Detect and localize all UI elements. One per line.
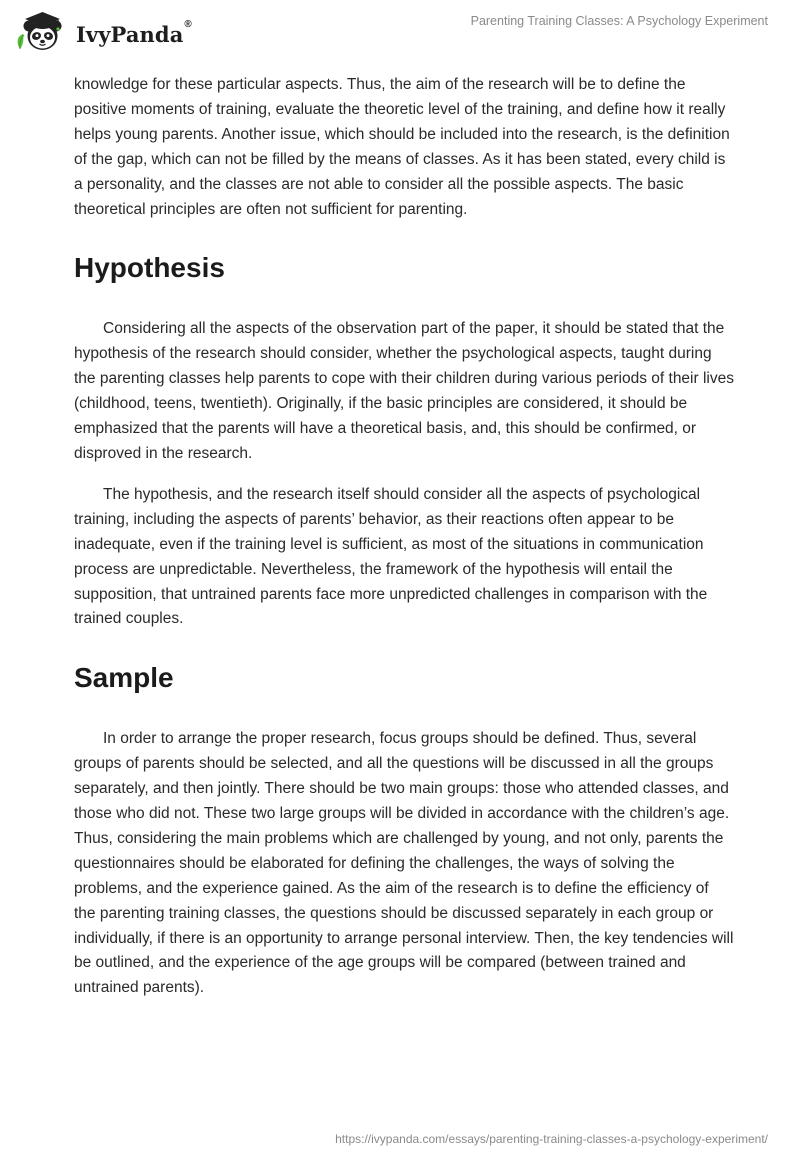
intro-paragraph: knowledge for these particular aspects. Thus, the aim of the research will be to define the positive moments of training, evaluate the theoretic level of the training, and define how it really helps young parents. Another issue, which should be included into the research, is the definition of the gap, which can not be filled by the means of classes. As it has been stated, every child is a personality, and the classes are not able to consider all the possible aspects. The basic theoretical principles are often not sufficient for parenting. (74, 76, 730, 218)
section-heading-sample: Sample (74, 662, 174, 694)
page-header (0, 0, 800, 64)
registered-mark: ® (184, 18, 192, 30)
hypothesis-paragraph-1: Considering all the aspects of the observation part of the paper, it should be stated that the hypothesis of the research should consider, whether the psychological aspects, taught during the parenting classes help parents to cope with their children during various periods of their lives (childhood, teens, twentieth). Originally, if the basic principles are considered, it should be emphasized that the parents will have a theoretical basis, and, this should be confirmed, or disproved in the research. (74, 320, 734, 462)
section-heading-hypothesis: Hypothesis (74, 252, 225, 284)
panda-graduation-cap-icon (14, 9, 72, 55)
essay-content (74, 73, 734, 1001)
ivypanda-logo[interactable] (14, 9, 192, 55)
document-title: Parenting Training Classes: A Psychology Experiment (470, 14, 768, 28)
hypothesis-paragraph-2: The hypothesis, and the research itself should consider all the aspects of psychological training, including the aspects of parents’ behavior, as their reactions often appear to be inadequate, even if the training level is sufficient, as most of the situations in communication process are unpredictable. Nevertheless, the framework of the hypothesis will entail the supposition, that untrained parents face more unpredicted challenges in comparison with the trained couples. (74, 485, 708, 628)
brand-name-text: IvyPanda (76, 21, 184, 47)
brand-name (76, 18, 192, 47)
sample-paragraph-1: In order to arrange the proper research, focus groups should be defined. Thus, several groups of parents should be selected, and all the questions will be discussed in all the groups separately, and then jointly. There should be two main groups: those who attended classes, and those who did not. These two large groups will be divided in accordance with the children’s age. Thus, considering the main problems which are challenged by young, and not only, parents the questionnaires should be elaborated for defining the challenges, the ways of solving the problems, and the experience gained. As the aim of the research is to define the efficiency of the parenting training classes, the questions should be discussed separately in each group or individually, if there is an opportunity to arrange personal interview. Then, the key tendencies will be outlined, and the experience of the age groups will be compared (between trained and untrained parents). (74, 730, 734, 997)
source-url-link[interactable]: https://ivypanda.com/essays/parenting-training-classes-a-psychology-experiment/ (335, 1132, 768, 1146)
